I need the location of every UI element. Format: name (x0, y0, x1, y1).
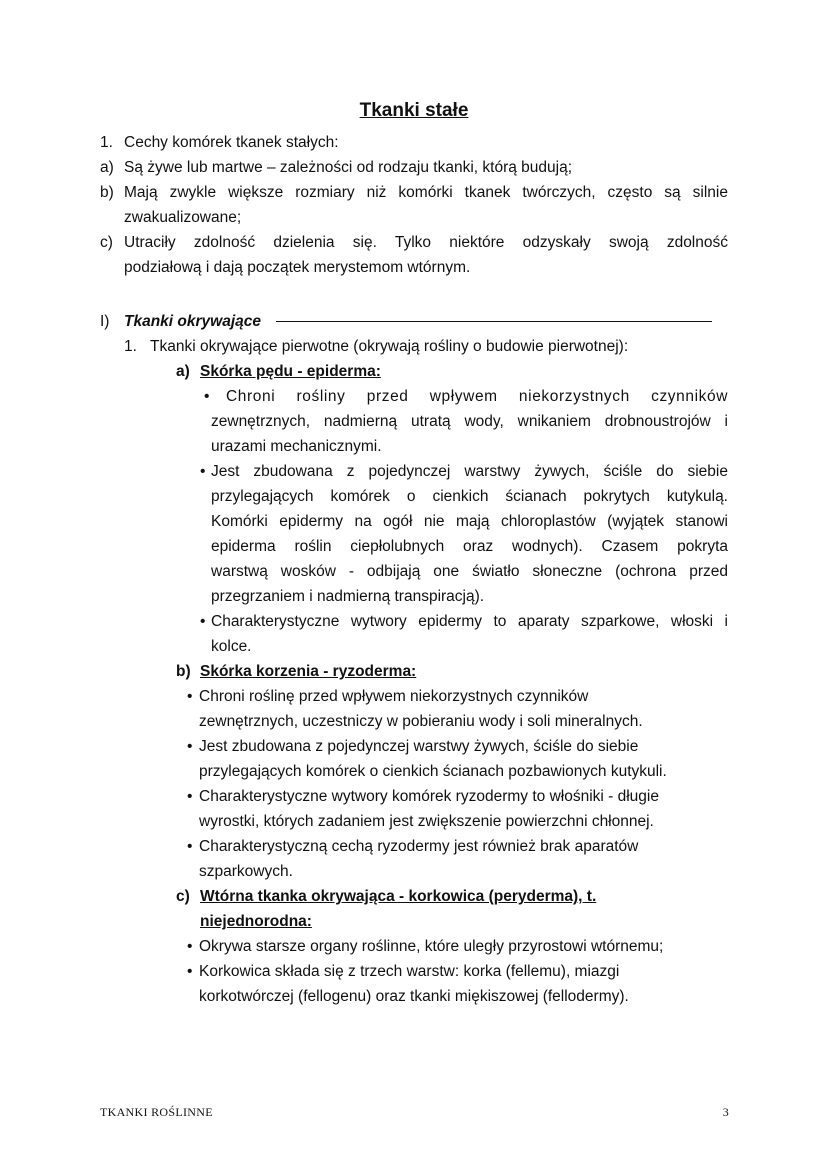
footer-title: TKANKI ROŚLINNE (100, 1105, 213, 1119)
a-bullet-3-line-1: Charakterystyczne wytwory epidermy to aparaty szparkowe, włoski i (211, 613, 728, 630)
b-bullet-1-line-1: Chroni roślinę przed wpływem niekorzystnych czynników (199, 688, 589, 705)
b-bullet-3-line-1: Charakterystyczne wytwory komórek ryzodermy to włośniki - długie (199, 788, 659, 805)
subsection-c-title-line-1: Wtórna tkanka okrywająca - korkowica (peryderma), t. (200, 888, 597, 905)
b-bullet-3-line-2: wyrostki, których zadaniem jest zwiększenie powierzchni chłonnej. (199, 813, 654, 830)
b-bullet-2-line-2: przylegających komórek o cienkich ścianach pozbawionych kutykuli. (199, 763, 667, 780)
c-bullet-2-line-2: korkotwórczej (fellogenu) oraz tkanki miękiszowej (fellodermy). (199, 988, 629, 1005)
b-bullet-1-line-2: zewnętrznych, uczestniczy w pobieraniu wody i soli mineralnych. (199, 713, 643, 730)
intro-item-a-marker: a) (100, 159, 114, 176)
c-bullet-2-line-1: Korkowica składa się z trzech warstw: korka (fellemu), miazgi (199, 963, 620, 980)
intro-heading-number: 1. (100, 134, 113, 151)
bullet-glyph: • (187, 738, 193, 755)
a-bullet-1-line-2: zewnętrznych, nadmierną utratą wody, wnikaniem drobnoustrojów i (211, 413, 728, 430)
a-bullet-2-line-2: przylegających komórek o cienkich ścianach pokrytych kutykulą. (211, 488, 728, 505)
subsection-b-title: Skórka korzenia - ryzoderma: (200, 663, 417, 680)
b-bullet-4-line-2: szparkowych. (199, 863, 293, 880)
c-bullet-1-line-1: Okrywa starsze organy roślinne, które uległy przyrostowi wtórnemu; (199, 938, 664, 955)
bullet-glyph: • (200, 613, 206, 630)
section-title: Tkanki okrywające (124, 313, 261, 330)
subsection-b-marker: b) (176, 663, 191, 680)
bullet-glyph: • (204, 388, 210, 405)
page-number: 3 (722, 1105, 729, 1119)
subsection-c-title-line-2: niejednorodna: (200, 913, 312, 930)
a-bullet-2-line-1: Jest zbudowana z pojedynczej warstwy żywych, ściśle do siebie (211, 463, 728, 480)
a-bullet-1-line-3: urazami mechanicznymi. (211, 438, 382, 455)
intro-item-c-marker: c) (100, 234, 113, 251)
bullet-glyph: • (187, 938, 193, 955)
bullet-glyph: • (187, 688, 193, 705)
intro-item-c-line-2: podziałową i dają początek merystemom wtórnym. (124, 259, 471, 276)
intro-item-b-line-2: zwakualizowane; (124, 209, 242, 226)
intro-item-c-line-1: Utraciły zdolność dzielenia się. Tylko niektóre odzyskały swoją zdolność (124, 234, 728, 251)
bullet-glyph: • (187, 838, 193, 855)
a-bullet-3-line-2: kolce. (211, 638, 252, 655)
a-bullet-2-line-5: warstwą wosków - odbijają one światło słoneczne (ochrona przed (211, 563, 728, 580)
intro-item-a-line-1: Są żywe lub martwe – zależności od rodzaju tkanki, którą budują; (124, 159, 573, 176)
a-bullet-2-line-6: przegrzaniem i nadmierną transpiracją). (211, 588, 485, 605)
section-point-number: 1. (124, 338, 137, 355)
a-bullet-2-line-4: epiderma roślin ciepłolubnych oraz wodnych). Czasem pokryta (211, 538, 728, 555)
a-bullet-2-line-3: Komórki epidermy na ogół nie mają chloroplastów (wyjątek stanowi (211, 513, 728, 530)
section-point-text: Tkanki okrywające pierwotne (okrywają rośliny o budowie pierwotnej): (150, 338, 629, 355)
bullet-glyph: • (187, 963, 193, 980)
subsection-c-marker: c) (176, 888, 190, 905)
intro-item-b-marker: b) (100, 184, 114, 201)
a-bullet-1-line-1: Chroni rośliny przed wpływem niekorzystnych czynników (226, 388, 728, 405)
intro-heading: Cechy komórek tkanek stałych: (124, 134, 339, 151)
page-title: Tkanki stałe (359, 100, 469, 121)
subsection-a-marker: a) (176, 363, 190, 380)
b-bullet-4-line-1: Charakterystyczną cechą ryzodermy jest również brak aparatów (199, 838, 639, 855)
section-marker: I) (100, 313, 110, 330)
bullet-glyph: • (187, 788, 193, 805)
intro-item-b-line-1: Mają zwykle większe rozmiary niż komórki tkanek twórczych, często są silnie (124, 184, 728, 201)
section-title-rule (276, 321, 712, 322)
subsection-a-title: Skórka pędu - epiderma: (200, 363, 381, 380)
bullet-glyph: • (200, 463, 206, 480)
b-bullet-2-line-1: Jest zbudowana z pojedynczej warstwy żywych, ściśle do siebie (199, 738, 639, 755)
